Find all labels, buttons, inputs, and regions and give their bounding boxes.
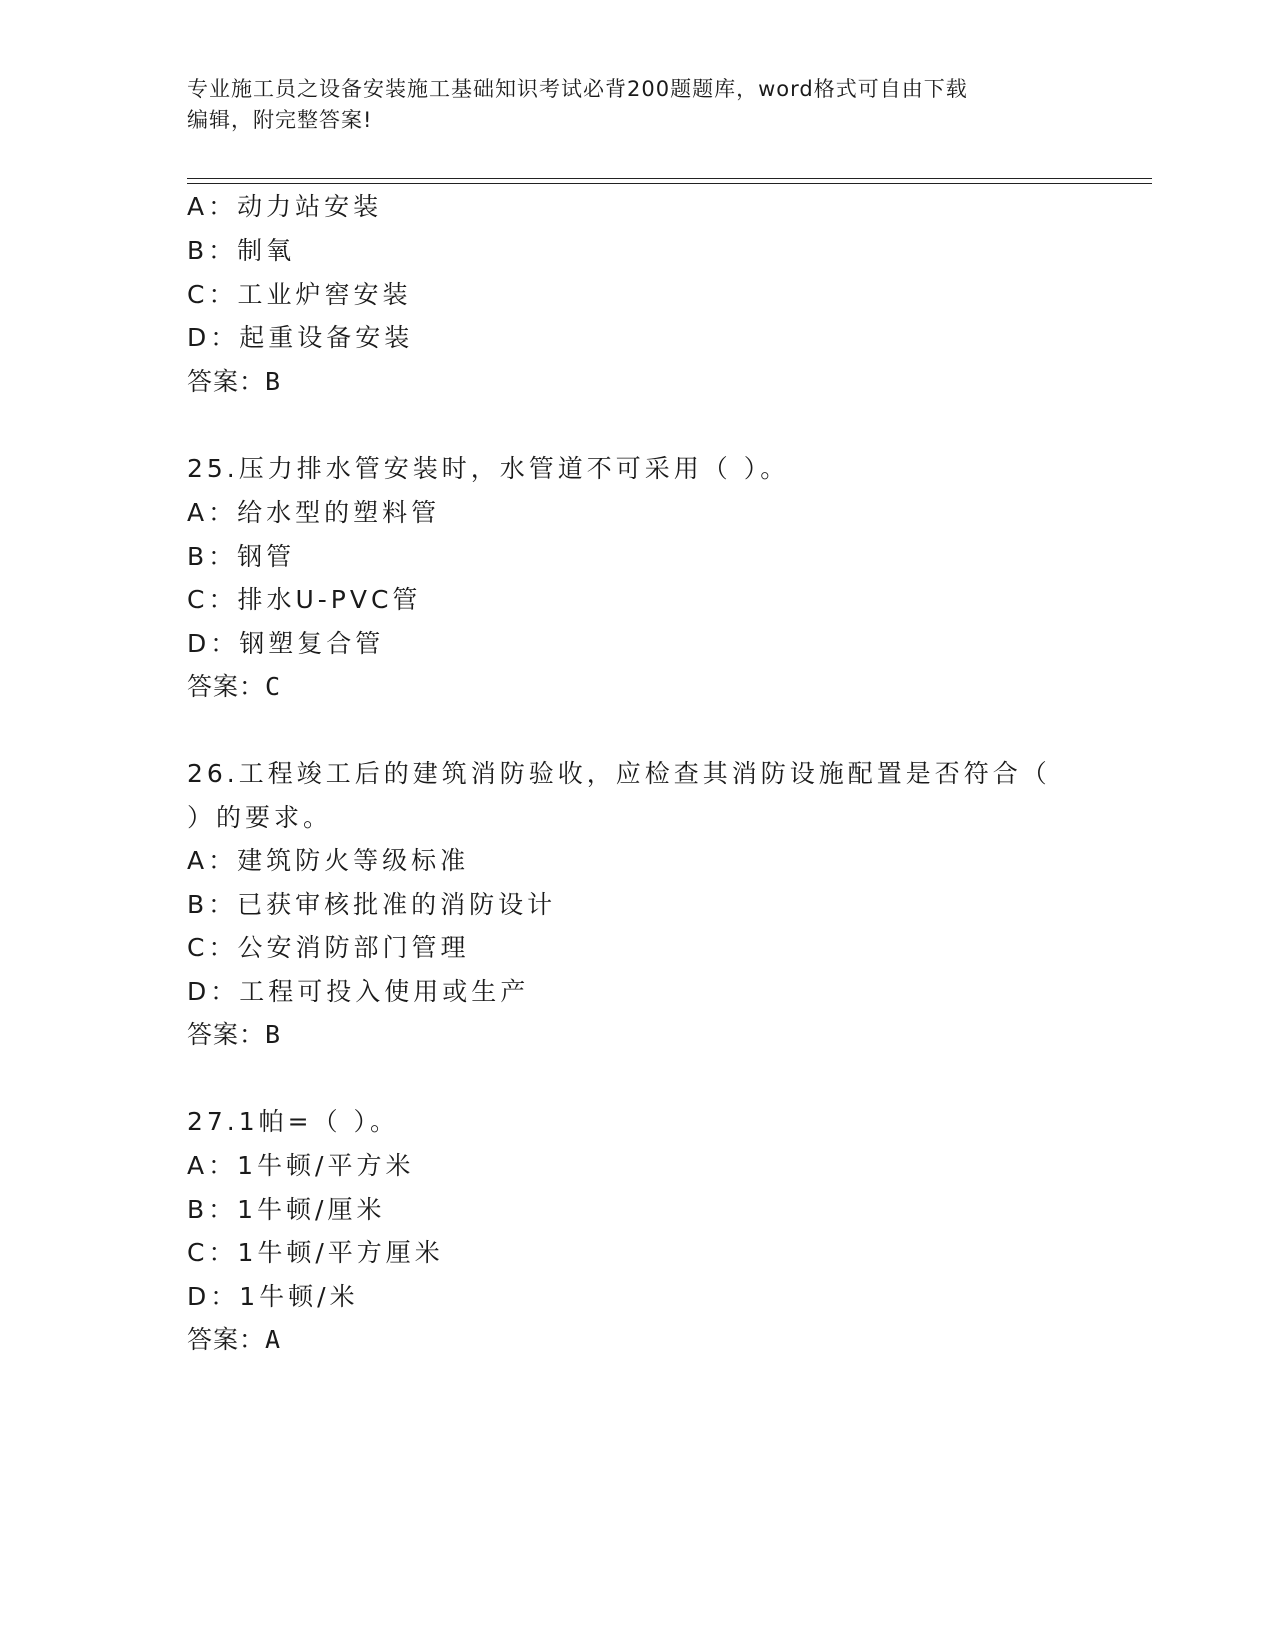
q27-stem: 27.1帕=（ ）。 xyxy=(187,1107,400,1136)
q25-option-b xyxy=(187,542,295,572)
header-title-line-1: 专业施工员之设备安装施工基础知识考试必背200题题库，word格式可自由下载 xyxy=(187,77,968,101)
q27-answer xyxy=(187,1325,280,1355)
option-text: 给水型的塑料管 xyxy=(237,498,441,527)
q24-answer xyxy=(187,367,280,397)
option-text: 1牛顿/米 xyxy=(239,1282,359,1311)
q27-option-c xyxy=(187,1238,444,1268)
q27-option-d xyxy=(187,1282,359,1312)
header-title-line-2: 编辑，附完整答案! xyxy=(187,108,373,132)
q24-option-a xyxy=(187,192,382,222)
q26-stem-line-2: ）的要求。 xyxy=(187,803,333,832)
option-letter: B： xyxy=(187,890,238,919)
document-header xyxy=(187,74,1077,136)
option-text: 已获审核批准的消防设计 xyxy=(237,890,557,919)
option-letter: C： xyxy=(187,585,238,614)
option-letter: B： xyxy=(187,1195,238,1224)
option-letter: B： xyxy=(187,542,238,571)
option-letter: C： xyxy=(187,1238,238,1267)
q24-option-b xyxy=(187,236,295,266)
option-letter: A： xyxy=(187,498,238,527)
q24-option-c xyxy=(187,280,411,310)
option-text: 钢塑复合管 xyxy=(239,629,385,658)
answer-label: 答案： xyxy=(187,367,266,396)
option-text: 钢管 xyxy=(237,542,296,571)
answer-value: B xyxy=(265,1020,281,1049)
q24-option-d xyxy=(187,323,413,353)
option-letter: D： xyxy=(187,1282,240,1311)
option-text: 工业炉窖安装 xyxy=(237,280,412,309)
option-text: 1牛顿/平方厘米 xyxy=(237,1238,444,1267)
answer-label: 答案： xyxy=(187,1325,266,1354)
option-text: 工程可投入使用或生产 xyxy=(239,977,530,1006)
q26-option-a xyxy=(187,846,469,876)
option-letter: A： xyxy=(187,1151,238,1180)
q25-stem: 25.压力排水管安装时，水管道不可采用（ ）。 xyxy=(187,454,790,483)
option-text: 1牛顿/厘米 xyxy=(237,1195,386,1224)
option-letter: A： xyxy=(187,846,238,875)
option-letter: D： xyxy=(187,977,240,1006)
option-text: 制氧 xyxy=(237,236,296,265)
option-text: 公安消防部门管理 xyxy=(237,933,470,962)
q26-stem-line-1: 26.工程竣工后的建筑消防验收，应检查其消防设施配置是否符合（ xyxy=(187,759,1051,788)
q26-option-c xyxy=(187,933,469,963)
option-letter: D： xyxy=(187,629,240,658)
q25-option-c xyxy=(187,585,421,615)
q27-option-b xyxy=(187,1195,386,1225)
option-letter: B： xyxy=(187,236,238,265)
answer-label: 答案： xyxy=(187,1020,266,1049)
q26-answer xyxy=(187,1020,280,1050)
header-divider-top xyxy=(187,178,1152,179)
option-text: 1牛顿/平方米 xyxy=(237,1151,415,1180)
option-letter: D： xyxy=(187,323,240,352)
answer-value: B xyxy=(265,367,281,396)
option-letter: C： xyxy=(187,933,238,962)
option-text: 排水U-PVC管 xyxy=(237,585,422,614)
answer-label: 答案： xyxy=(187,672,266,701)
option-letter: A： xyxy=(187,192,238,221)
q26-option-d xyxy=(187,977,529,1007)
q25-option-a xyxy=(187,498,440,528)
option-letter: C： xyxy=(187,280,238,309)
q25-option-d xyxy=(187,629,384,659)
answer-value: C xyxy=(265,672,281,701)
header-divider-bottom xyxy=(187,183,1152,184)
q27-option-a xyxy=(187,1151,414,1181)
option-text: 建筑防火等级标准 xyxy=(237,846,470,875)
answer-value: A xyxy=(265,1325,281,1354)
option-text: 动力站安装 xyxy=(237,192,383,221)
option-text: 起重设备安装 xyxy=(239,323,414,352)
q25-answer xyxy=(187,672,280,702)
q26-option-b xyxy=(187,890,556,920)
